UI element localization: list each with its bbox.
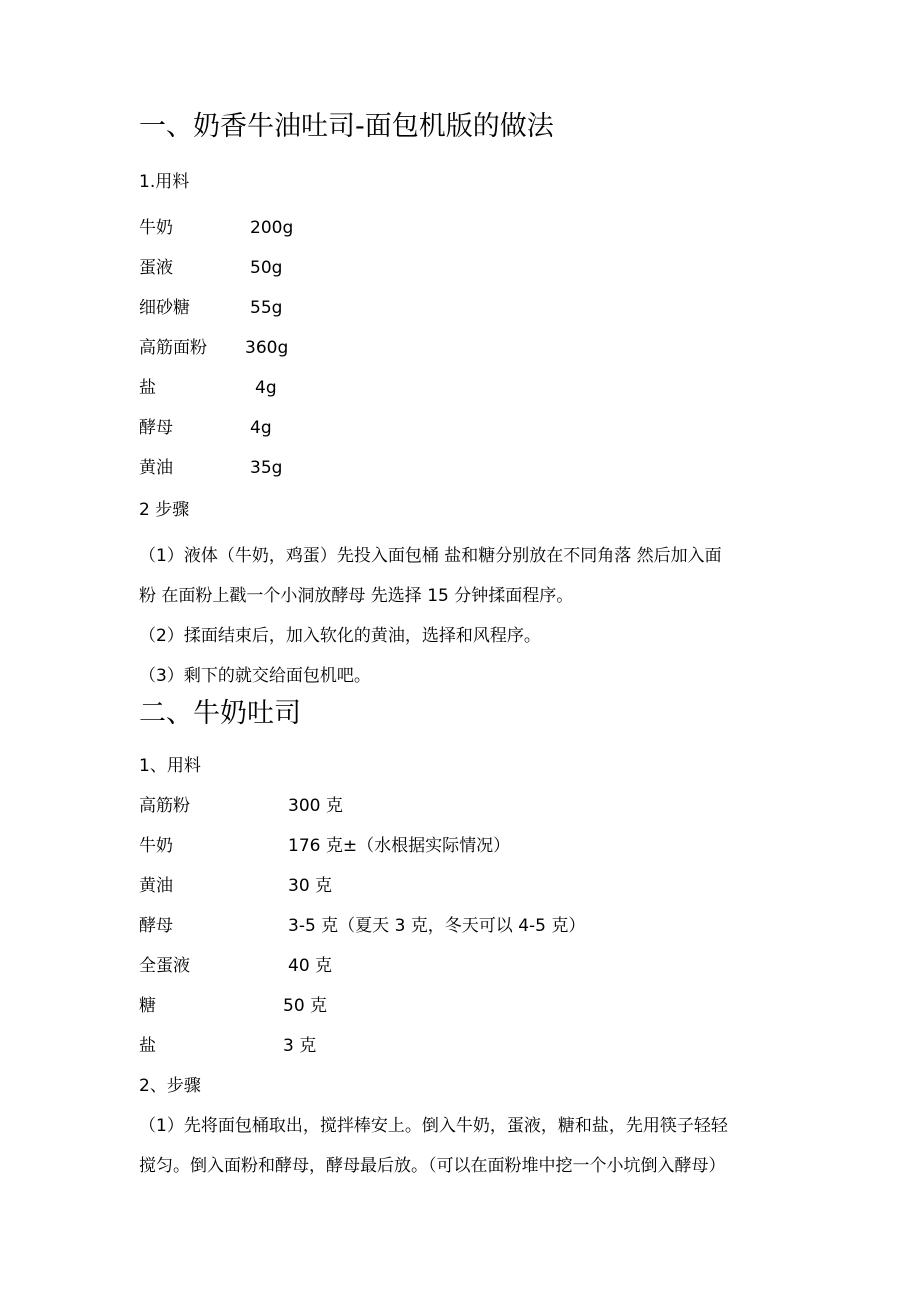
ingredient-name: 盐 — [139, 1036, 156, 1056]
ingredient-qty: 50g — [250, 258, 283, 278]
ingredient-name: 高筋粉 — [139, 796, 190, 816]
section2-steps-heading: 2、步骤 — [139, 1076, 201, 1096]
ingredient-name: 高筋面粉 — [139, 338, 207, 358]
ingredient-qty: 30 克 — [288, 876, 333, 896]
ingredient-qty: 4g — [250, 418, 272, 438]
section1-title: 一、奶香牛油吐司-面包机版的做法 — [139, 111, 554, 142]
step-line: （1）液体（牛奶，鸡蛋）先投入面包桶 盐和糖分别放在不同角落 然后加入面 — [139, 546, 722, 566]
ingredient-name: 黄油 — [139, 876, 173, 896]
section1-steps-heading: 2 步骤 — [139, 500, 190, 520]
ingredient-qty: 35g — [250, 458, 283, 478]
section2-title: 二、牛奶吐司 — [139, 698, 301, 729]
section2-ingredients-heading: 1、用料 — [139, 756, 201, 776]
ingredient-qty: 3 克 — [283, 1036, 317, 1056]
ingredient-name: 酵母 — [139, 916, 173, 936]
ingredient-name: 全蛋液 — [139, 956, 190, 976]
ingredient-qty: 300 克 — [288, 796, 343, 816]
ingredient-name: 糖 — [139, 996, 156, 1016]
step-line: （2）揉面结束后，加入软化的黄油，选择和风程序。 — [139, 626, 541, 646]
ingredient-name: 牛奶 — [139, 836, 173, 856]
ingredient-name: 细砂糖 — [139, 298, 190, 318]
ingredient-name: 蛋液 — [139, 258, 173, 278]
section1-ingredients-heading: 1.用料 — [139, 172, 190, 192]
ingredient-qty: 55g — [250, 298, 283, 318]
ingredient-name: 黄油 — [139, 458, 173, 478]
ingredient-name: 盐 — [139, 378, 156, 398]
step-line: （3）剩下的就交给面包机吧。 — [139, 666, 371, 686]
step-line: （1）先将面包桶取出，搅拌棒安上。倒入牛奶，蛋液，糖和盐，先用筷子轻轻 — [139, 1116, 728, 1136]
ingredient-qty: 50 克 — [283, 996, 328, 1016]
ingredient-qty: 4g — [255, 378, 277, 398]
ingredient-qty: 360g — [245, 338, 289, 358]
ingredient-qty: 40 克 — [288, 956, 333, 976]
ingredient-name: 牛奶 — [139, 218, 173, 238]
step-line: 搅匀。倒入面粉和酵母，酵母最后放。（可以在面粉堆中挖一个小坑倒入酵母） — [139, 1156, 726, 1176]
step-line: 粉 在面粉上戳一个小洞放酵母 先选择 15 分钟揉面程序。 — [139, 586, 574, 606]
ingredient-qty: 200g — [250, 218, 294, 238]
ingredient-qty: 176 克±（水根据实际情况） — [288, 836, 511, 856]
ingredient-name: 酵母 — [139, 418, 173, 438]
ingredient-qty: 3-5 克（夏天 3 克，冬天可以 4-5 克） — [288, 916, 586, 936]
